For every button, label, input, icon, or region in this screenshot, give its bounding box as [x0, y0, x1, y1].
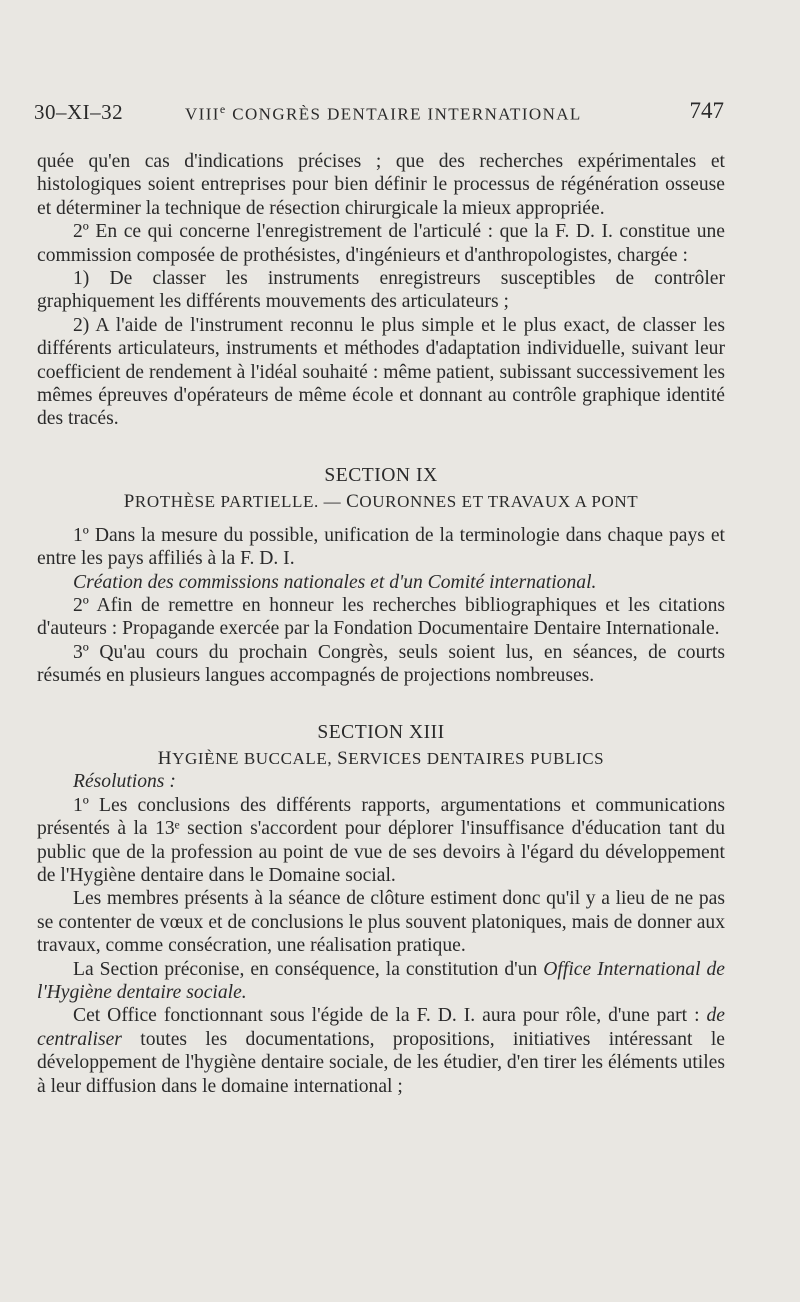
section-13-para-2: Les membres présents à la séance de clôture estiment donc qu'il y a lieu de ne pas se contenter de vœux et de conclusions le plus souvent platoniques, mais de donner aux travaux, comme consécration, une réalisation pratique. [37, 888, 725, 957]
header-date: 30–XI–32 [34, 100, 124, 124]
section-13-para-4-italic: de centraliser [37, 1005, 725, 1050]
section-13-title: SECTION XIII [317, 721, 445, 743]
section-9-sub-a-cap: P [123, 491, 135, 513]
running-header [34, 96, 724, 136]
section-9-title: SECTION IX [324, 464, 438, 486]
header-title-text: CONGRÈS DENTAIRE INTERNATIONAL [232, 104, 582, 124]
section-13-sub-b-cap: S [337, 747, 349, 769]
section-9-sub-b-rest: OURONNES ET TRAVAUX A PONT [359, 492, 639, 512]
section-9-para-2: 2º Afin de remettre en honneur les recherches bibliographiques et les citations d'auteurs : Propagande exercée par la Fondation Documentaire Dentaire Internationale. [37, 594, 725, 640]
header-roman: VIII [185, 104, 220, 124]
section-13-para-3 [37, 958, 725, 1005]
header-roman-sup: e [219, 102, 227, 116]
section-13-sub-sep: , [327, 748, 338, 768]
page-number: 747 [689, 98, 724, 123]
intro-item-2: 2º En ce qui concerne l'enregistrement de l'articulé : que la F. D. I. constitue une commission composée de prothésistes, d'ingénieurs et d'anthropologistes, chargée : [37, 221, 725, 266]
section-13-subtitle [37, 747, 725, 770]
section-13-resolutions-label: Résolutions : [73, 771, 176, 793]
section-13-para-4 [37, 1004, 725, 1098]
section-9-sub-sep: . — [313, 492, 347, 512]
page-body [37, 150, 725, 1098]
intro-sub-2: 2) A l'aide de l'instrument reconnu le plus simple et le plus exact, de classer les différents articulateurs, instruments et méthodes d'adaptation individuelle, suivant leur coefficient de rendement à l'idéal souhaité : même patient, subissant successivement les mêmes épreuves d'opérateurs de même école et donnant au contrôle graphique identité des tracés. [37, 314, 725, 430]
section-9-sub-a-rest: ROTHÈSE PARTIELLE [134, 492, 314, 512]
section-9-sub-b-cap: C [346, 491, 360, 513]
section-9-subtitle [37, 490, 725, 513]
section-9-para-1: 1º Dans la mesure du possible, unification de la terminologie dans chaque pays et entre les pays affiliés à la F. D. I. [37, 524, 725, 570]
section-13-sub-b-rest: ERVICES DENTAIRES PUBLICS [348, 748, 605, 768]
section-13-para-3-italic: Office International de l'Hygiène dentaire sociale. [37, 958, 725, 1003]
section-13-para-1: 1º Les conclusions des différents rapports, argumentations et communications présentés à la 13ᵉ section s'accordent pour déplorer l'insuffisance d'éducation tant du public que de la profession au point de vue de ses devoirs à l'égard du développement de l'Hygiène dentaire dans le Domaine social. [37, 794, 725, 886]
section-9-para-1-italic: Création des commissions nationales et d'un Comité international. [73, 571, 597, 593]
section-13-para-4-end: toutes les documentations, propositions, initiatives intéressant le développement de l'hygiène dentaire sociale, de les étudier, d'en tirer les éléments utiles à leur diffusion dans le domaine international ; [37, 1028, 725, 1097]
section-13-sub-a-rest: YGIÈNE BUCCALE [172, 748, 328, 768]
intro-sub-1: 1) De classer les instruments enregistreurs susceptibles de contrôler graphiquement les différents mouvements des articulateurs ; [37, 268, 725, 313]
section-9-para-3: 3º Qu'au cours du prochain Congrès, seuls soient lus, en séances, de courts résumés en plusieurs langues accompagnés de projections nombreuses. [37, 641, 725, 687]
section-13-sub-a-cap: H [157, 747, 173, 769]
section-13-para-4-start: Cet Office fonctionnant sous l'égide de la F. D. I. aura pour rôle, d'une part : [73, 1005, 707, 1027]
section-13-para-3-start: La Section préconise, en conséquence, la constitution d'un [73, 958, 544, 980]
header-title [185, 102, 582, 125]
intro-continuation: quée qu'en cas d'indications précises ; que des recherches expérimentales et histologiques soient entreprises pour bien définir le processus de régénération osseuse et déterminer la technique de résection chirurgicale la mieux appropriée. [37, 151, 725, 219]
